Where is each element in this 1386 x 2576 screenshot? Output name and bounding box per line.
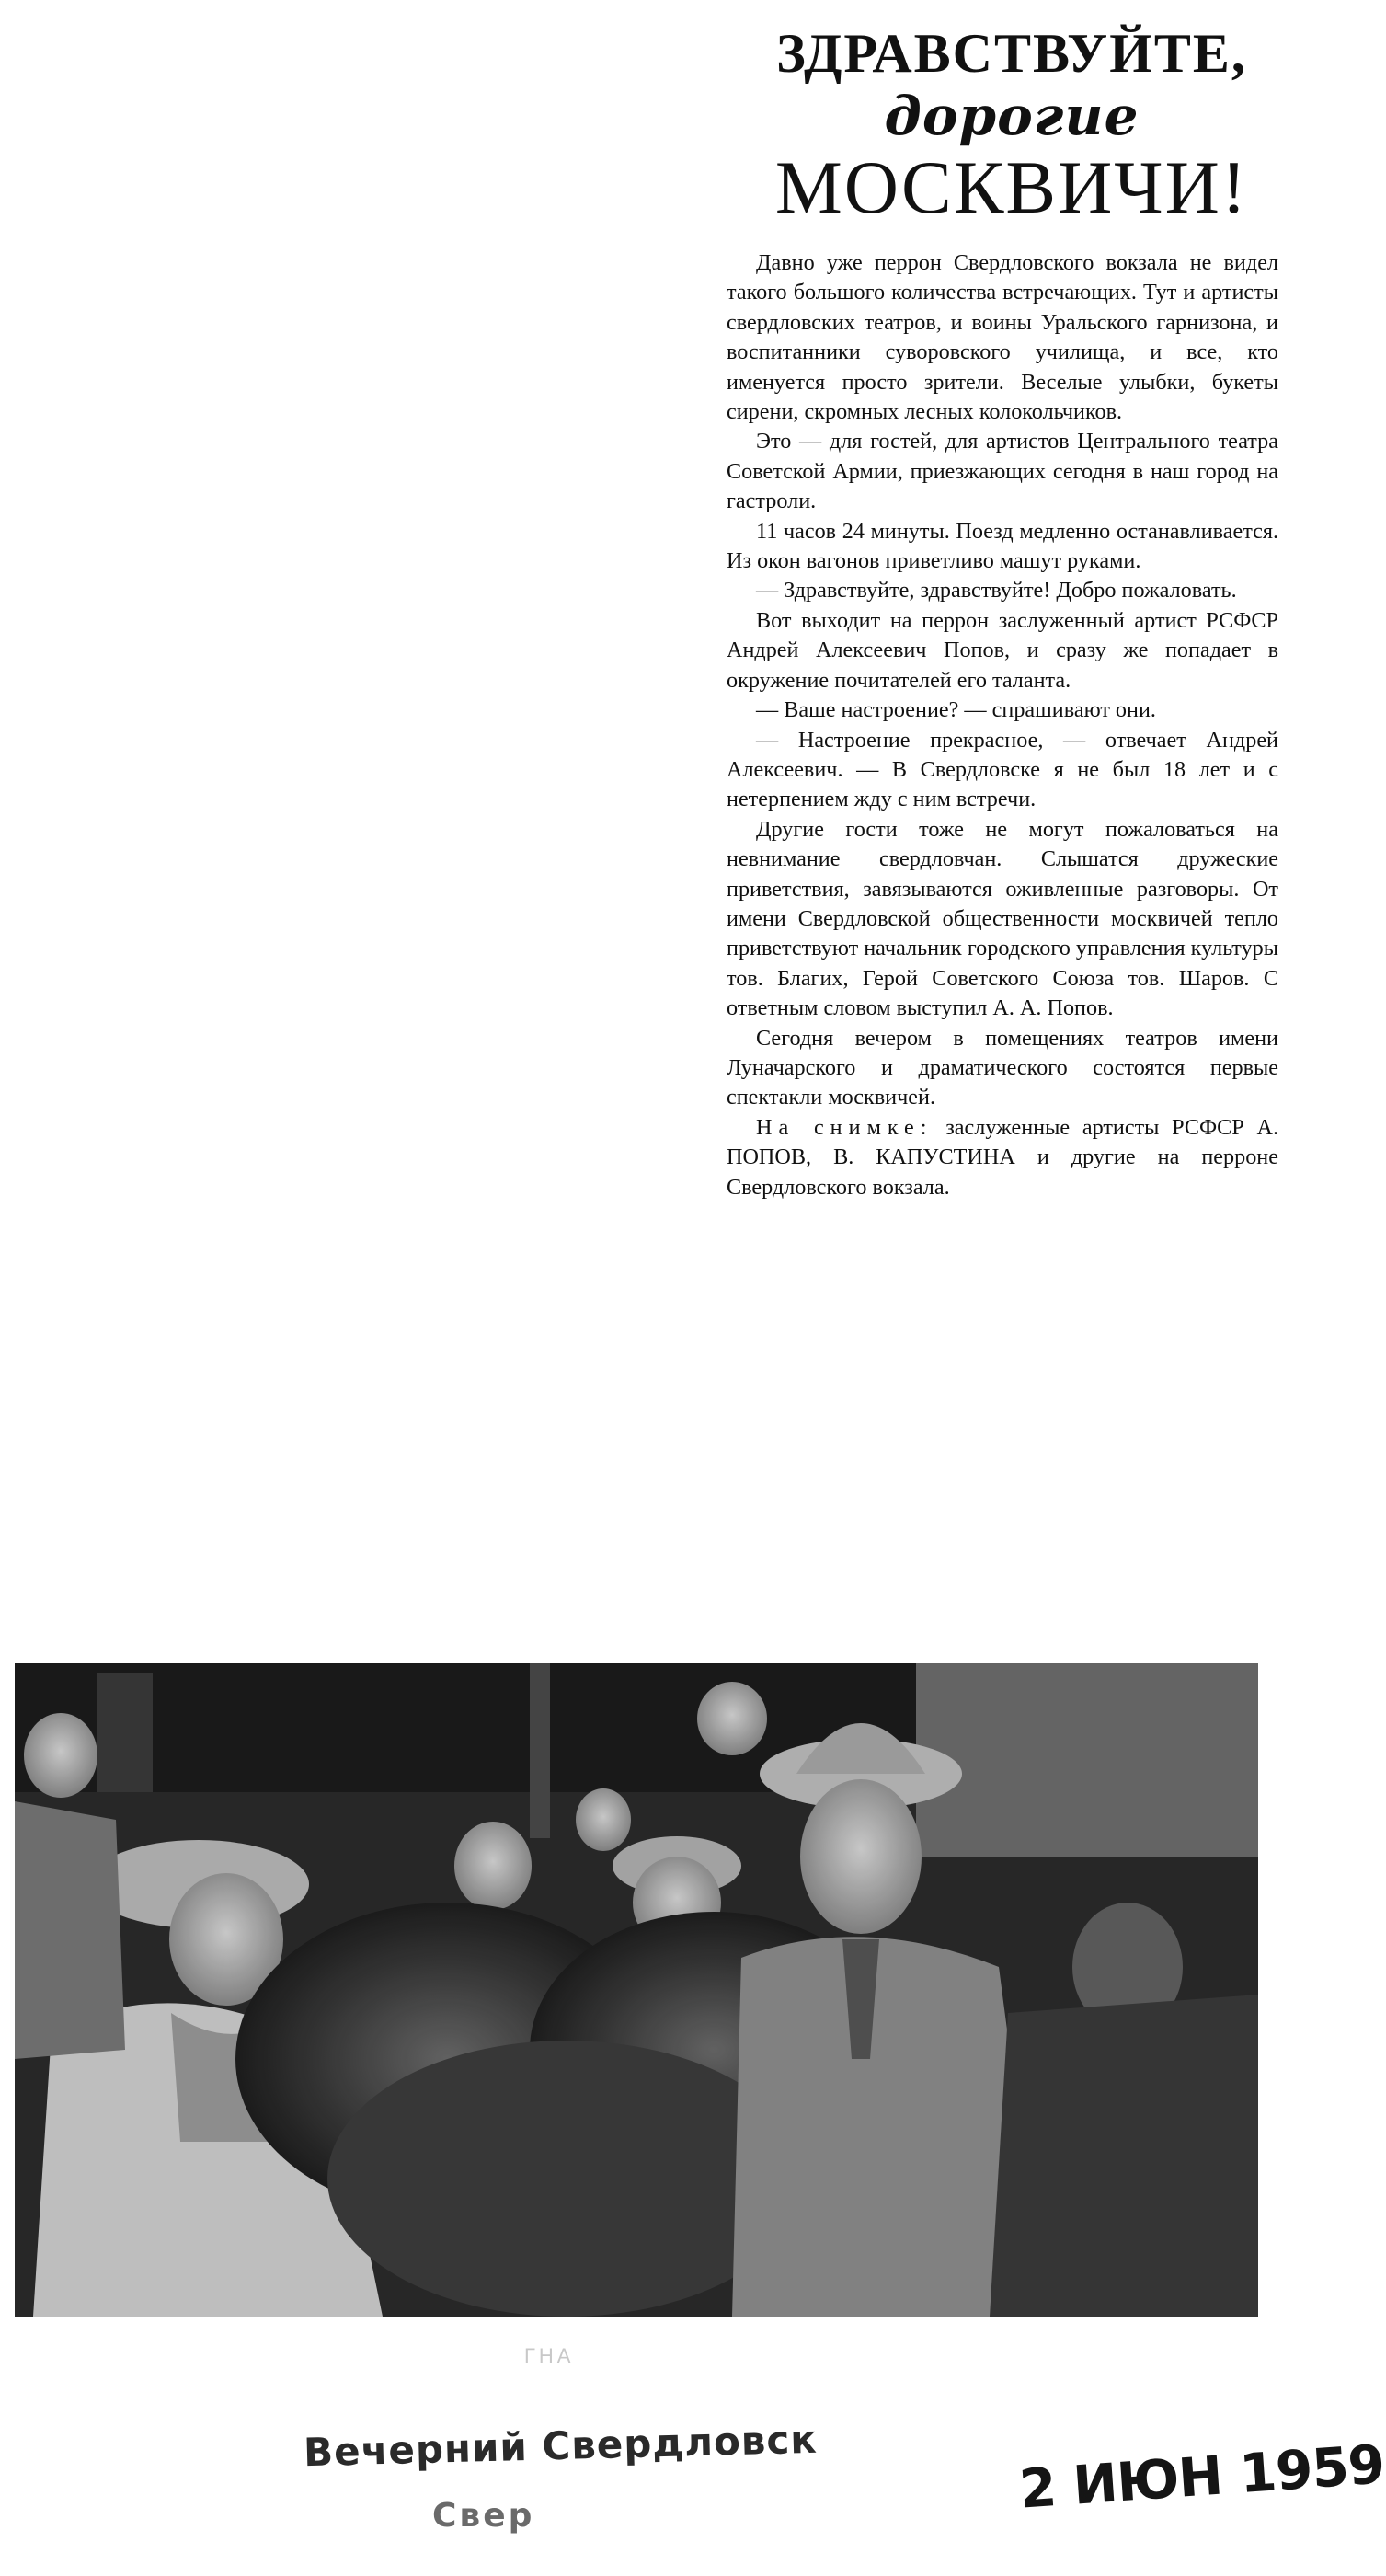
photo-caption [727, 1113, 1278, 1202]
article-body [727, 248, 1278, 1202]
article-paragraph: Сегодня вечером в помещениях театров имени Луначарского и драматического состоятся первые спектакли москвичей. [727, 1025, 1278, 1110]
article-paragraph: Другие гости тоже не могут пожаловаться на невнимание свердловчан. Слышатся дружеские приветствия, завязываются оживленные разговоры. От имени Свердловской общественности москвичей тепло приветствуют начальник городского управления культуры тов. Благих, Герой Советского Союза тов. Шаров. С ответным словом выступил А. А. Попов. [727, 816, 1278, 1021]
headline-line-2: дорогие [884, 85, 1140, 147]
news-photo [15, 1663, 1258, 2317]
faint-text: ГНА [524, 2344, 575, 2367]
article-paragraph: Вот выходит на перрон заслуженный артист РСФСР Андрей Алексеевич Попов, и сразу же попадает в окружение почитателей его таланта. [727, 607, 1278, 693]
caption-text: заслуженные артисты РСФСР А. ПОПОВ, В. КАПУСТИНА и другие на перроне Свердловского вокзала. [727, 1114, 1278, 1200]
newspaper-name-stamp [294, 2414, 865, 2561]
article-paragraph: Это — для гостей, для артистов Центрального театра Советской Армии, приезжающих сегодня в наш город на гастроли. [727, 429, 1278, 514]
stamp-line-2: Свер [432, 2497, 535, 2535]
headline [717, 20, 1306, 230]
headline-line-3: МОСКВИЧИ! [774, 145, 1249, 229]
headline-line-1: ЗДРАВСТВУЙТЕ, [776, 23, 1247, 84]
article-paragraph: — Настроение прекрасное, — отвечает Андрей Алексеевич. — В Свердловске я не был 18 лет и с нетерпением жду с ним встречи. [727, 727, 1278, 812]
article-paragraph: — Здравствуйте, здравствуйте! Добро пожаловать. [756, 578, 1237, 604]
article-paragraph: 11 часов 24 минуты. Поезд медленно останавливается. Из окон вагонов приветливо машут руками. [727, 518, 1278, 574]
stamp-line-1: Вечерний Свердловск [303, 2416, 819, 2476]
date-stamp: 2 ИЮН 1959 [1017, 2432, 1386, 2521]
caption-label: На снимке: [756, 1114, 934, 1140]
article-paragraph: Давно уже перрон Свердловского вокзала не видел такого большого количества встречающих. Тут и артисты свердловских театров, и воины Уральского гарнизона, и воспитанники суворовского училища, и все, кто именуется просто зрители. Веселые улыбки, букеты сирени, скромных лесных колокольчиков. [727, 250, 1278, 425]
article-paragraph: — Ваше настроение? — спрашивают они. [756, 697, 1156, 723]
photo-image [15, 1663, 1258, 2317]
